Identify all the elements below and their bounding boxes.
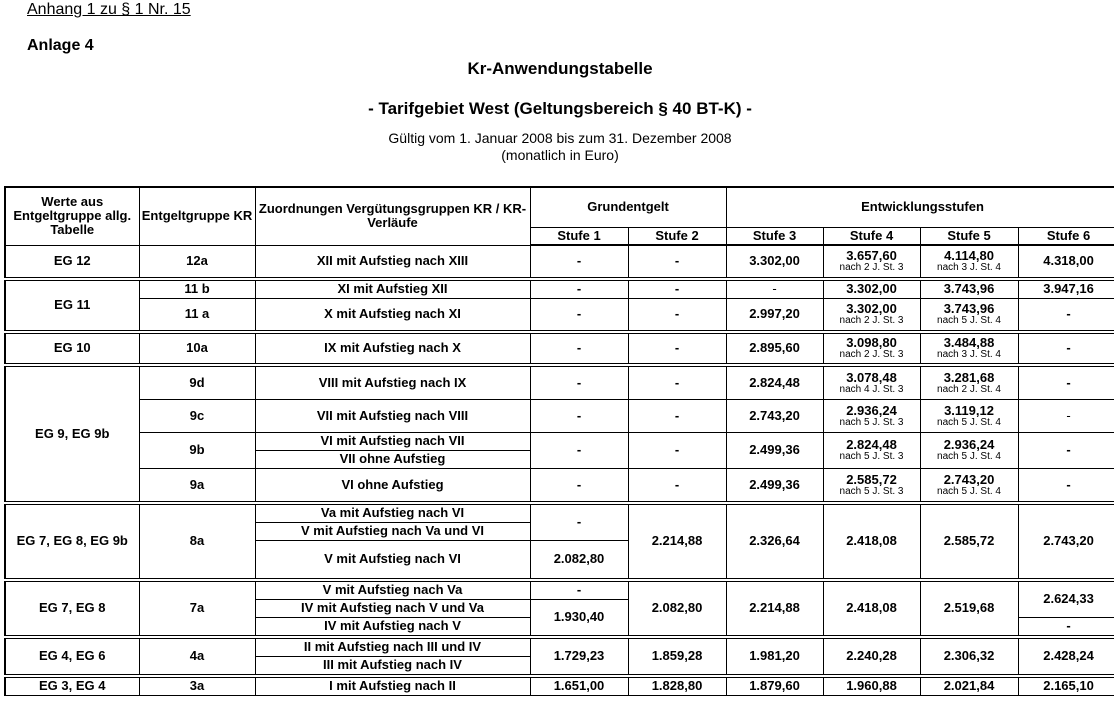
cell-stufe-6: 2.743,20 <box>1018 504 1114 578</box>
table-row <box>5 399 1114 432</box>
cell-stufe-3: 3.302,00 <box>726 245 823 277</box>
cell-stufe-1: - <box>530 245 628 277</box>
cell-kr: 11 a <box>139 298 255 330</box>
step-note: nach 2 J. St. 4 <box>937 383 1001 395</box>
page-title: Kr-Anwendungstabelle <box>467 59 653 78</box>
cell-stufe-5 <box>920 298 1018 330</box>
cell-stufe-3: - <box>726 280 823 298</box>
cell-zuordnung: I mit Aufstieg nach II <box>255 677 530 695</box>
cell-stufe-4: 3.302,00 <box>823 280 920 298</box>
cell-stufe-4 <box>823 468 920 501</box>
table-row <box>5 677 1114 695</box>
cell-stufe-4: 1.960,88 <box>823 677 920 695</box>
cell-stufe-6: - <box>1018 366 1114 399</box>
cell-stufe-4 <box>823 399 920 432</box>
step-note: nach 5 J. St. 4 <box>937 416 1001 428</box>
cell-zuordnung: V mit Aufstieg nach VI <box>255 540 530 578</box>
cell-stufe-3: 2.499,36 <box>726 468 823 501</box>
cell-stufe-1: - <box>530 399 628 432</box>
cell-zuordnung: VIII mit Aufstieg nach IX <box>255 366 530 399</box>
cell-stufe-6: 2.165,10 <box>1018 677 1114 695</box>
step-note: nach 5 J. St. 3 <box>839 485 904 497</box>
value: 2.936,24 <box>846 402 897 418</box>
cell-kr: 8a <box>139 504 255 578</box>
value: 3.281,68 <box>943 369 995 385</box>
table-row <box>5 504 1114 522</box>
cell-kr: 12a <box>139 245 255 277</box>
step-note: nach 2 J. St. 3 <box>839 349 904 360</box>
cell-stufe-4: 2.240,28 <box>823 638 920 674</box>
value: 3.484,88 <box>943 335 995 350</box>
cell-kr: 10a <box>139 333 255 363</box>
cell-stufe-4 <box>823 245 920 277</box>
value: 4.114,80 <box>944 248 994 264</box>
table-row <box>5 432 1114 450</box>
cell-stufe-6: - <box>1018 432 1114 468</box>
table-row <box>5 280 1114 298</box>
cell-stufe-2: 2.082,80 <box>628 581 726 635</box>
cell-stufe-1: - <box>530 298 628 330</box>
cell-zuordnung: IX mit Aufstieg nach X <box>255 333 530 363</box>
cell-werte: EG 7, EG 8, EG 9b <box>5 504 139 578</box>
table-row <box>5 581 1114 599</box>
cell-kr: 4a <box>139 638 255 674</box>
cell-stufe-1: - <box>530 504 628 540</box>
cell-stufe-5 <box>920 468 1018 501</box>
cell-stufe-1: - <box>530 366 628 399</box>
cell-kr: 3a <box>139 677 255 695</box>
value: 3.098,80 <box>846 335 897 350</box>
cell-stufe-3: 2.997,20 <box>726 298 823 330</box>
value: 2.585,72 <box>846 471 897 487</box>
cell-stufe-2: 2.214,88 <box>628 504 726 578</box>
cell-zuordnung: X mit Aufstieg nach XI <box>255 298 530 330</box>
cell-stufe-4 <box>823 333 920 363</box>
table-row <box>5 468 1114 501</box>
cell-kr: 9c <box>139 399 255 432</box>
cell-stufe-5 <box>920 366 1018 399</box>
cell-stufe-3: 2.743,20 <box>726 399 823 432</box>
cell-stufe-1: 1.651,00 <box>530 677 628 695</box>
cell-kr: 11 b <box>139 280 255 298</box>
step-note: nach 5 J. St. 4 <box>937 451 1001 462</box>
cell-stufe-5: 2.021,84 <box>920 677 1018 695</box>
cell-stufe-1: 1.930,40 <box>530 599 628 635</box>
cell-kr: 9a <box>139 468 255 501</box>
cell-zuordnung: VII mit Aufstieg nach VIII <box>255 399 530 432</box>
salary-table <box>4 186 1114 696</box>
step-note: nach 5 J. St. 4 <box>937 315 1001 326</box>
cell-stufe-6: - <box>1018 399 1114 432</box>
cell-zuordnung: VII ohne Aufstieg <box>255 450 530 468</box>
cell-stufe-3: 1.981,20 <box>726 638 823 674</box>
document-header <box>0 0 1114 186</box>
table-row <box>5 366 1114 399</box>
cell-stufe-1: - <box>530 581 628 599</box>
cell-werte: EG 10 <box>5 333 139 363</box>
cell-werte: EG 9, EG 9b <box>5 366 139 501</box>
table-row <box>5 333 1114 363</box>
cell-stufe-3: 2.326,64 <box>726 504 823 578</box>
cell-stufe-3: 2.895,60 <box>726 333 823 363</box>
cell-zuordnung: XI mit Aufstieg XII <box>255 280 530 298</box>
cell-stufe-5: 2.585,72 <box>920 504 1018 578</box>
cell-werte: EG 4, EG 6 <box>5 638 139 674</box>
annex-reference: Anhang 1 zu § 1 Nr. 15 <box>27 1 191 18</box>
value: 2.936,24 <box>943 437 995 452</box>
cell-zuordnung: VI mit Aufstieg nach VII <box>255 432 530 450</box>
cell-stufe-6: 2.624,33 <box>1018 581 1114 617</box>
cell-werte: EG 12 <box>5 245 139 277</box>
cell-werte: EG 7, EG 8 <box>5 581 139 635</box>
cell-zuordnung: V mit Aufstieg nach Va und VI <box>255 522 530 540</box>
header-stufe-4: Stufe 4 <box>823 227 920 245</box>
validity-text: Gültig vom 1. Januar 2008 bis zum 31. Dezember 2008 <box>388 130 732 146</box>
cell-zuordnung: II mit Aufstieg nach III und IV <box>255 638 530 656</box>
header-stufe-5: Stufe 5 <box>920 227 1018 245</box>
value: 3.743,96 <box>943 301 995 316</box>
cell-zuordnung: IV mit Aufstieg nach V und Va <box>255 599 530 617</box>
cell-werte: EG 11 <box>5 280 139 330</box>
cell-stufe-5 <box>920 432 1018 468</box>
anlage-label: Anlage 4 <box>27 37 94 54</box>
step-note: nach 5 J. St. 3 <box>839 451 904 462</box>
value: 3.302,00 <box>846 301 897 316</box>
step-note: nach 5 J. St. 3 <box>839 416 904 428</box>
cell-stufe-4: 2.418,08 <box>823 504 920 578</box>
header-stufe-3: Stufe 3 <box>726 227 823 245</box>
cell-stufe-2: - <box>628 298 726 330</box>
step-note: nach 2 J. St. 3 <box>839 262 904 274</box>
cell-stufe-1: - <box>530 468 628 501</box>
cell-werte: EG 3, EG 4 <box>5 677 139 695</box>
cell-stufe-4 <box>823 432 920 468</box>
cell-stufe-6: 4.318,00 <box>1018 245 1114 277</box>
value: 2.824,48 <box>846 437 897 452</box>
cell-kr: 9d <box>139 366 255 399</box>
cell-stufe-3: 2.499,36 <box>726 432 823 468</box>
cell-stufe-5 <box>920 333 1018 363</box>
cell-stufe-5: 3.743,96 <box>920 280 1018 298</box>
cell-stufe-1: - <box>530 280 628 298</box>
cell-stufe-6: - <box>1018 617 1114 635</box>
cell-stufe-2: - <box>628 245 726 277</box>
step-note: nach 5 J. St. 4 <box>937 485 1001 497</box>
cell-stufe-6: - <box>1018 333 1114 363</box>
cell-stufe-5 <box>920 399 1018 432</box>
step-note: nach 4 J. St. 3 <box>839 383 904 395</box>
cell-zuordnung: III mit Aufstieg nach IV <box>255 656 530 674</box>
cell-kr: 9b <box>139 432 255 468</box>
header-stufe-1: Stufe 1 <box>530 227 628 245</box>
cell-stufe-1: 2.082,80 <box>530 540 628 578</box>
cell-stufe-5: 2.306,32 <box>920 638 1018 674</box>
header-grundentgelt: Grundentgelt <box>530 187 726 227</box>
step-note: nach 3 J. St. 4 <box>937 349 1001 360</box>
cell-stufe-2: - <box>628 399 726 432</box>
cell-stufe-3: 1.879,60 <box>726 677 823 695</box>
cell-stufe-6: - <box>1018 468 1114 501</box>
cell-stufe-1: - <box>530 333 628 363</box>
table-row <box>5 638 1114 656</box>
cell-stufe-2: - <box>628 366 726 399</box>
cell-stufe-6: 2.428,24 <box>1018 638 1114 674</box>
value: 3.119,12 <box>944 402 994 418</box>
header-zuordnungen: Zuordnungen Vergütungsgruppen KR / KR-Verläufe <box>255 187 530 245</box>
page-subtitle: - Tarifgebiet West (Geltungsbereich § 40 BT-K) - <box>368 99 752 118</box>
header-entgeltgruppe: Entgeltgruppe KR <box>139 187 255 245</box>
cell-stufe-5 <box>920 245 1018 277</box>
cell-stufe-2: - <box>628 432 726 468</box>
header-werte: Werte aus Entgeltgruppe allg. Tabelle <box>5 187 139 245</box>
table-row <box>5 245 1114 277</box>
header-stufe-2: Stufe 2 <box>628 227 726 245</box>
value: 3.657,60 <box>846 248 897 264</box>
cell-zuordnung: IV mit Aufstieg nach V <box>255 617 530 635</box>
step-note: nach 3 J. St. 4 <box>937 262 1001 274</box>
cell-stufe-2: - <box>628 280 726 298</box>
cell-stufe-3: 2.214,88 <box>726 581 823 635</box>
cell-stufe-2: 1.828,80 <box>628 677 726 695</box>
header-entwicklungsstufen: Entwicklungsstufen <box>726 187 1114 227</box>
cell-stufe-4 <box>823 366 920 399</box>
cell-stufe-2: - <box>628 468 726 501</box>
cell-stufe-6: - <box>1018 298 1114 330</box>
cell-stufe-5: 2.519,68 <box>920 581 1018 635</box>
step-note: nach 2 J. St. 3 <box>839 315 904 326</box>
cell-zuordnung: VI ohne Aufstieg <box>255 468 530 501</box>
value: 2.743,20 <box>943 471 995 487</box>
cell-zuordnung: XII mit Aufstieg nach XIII <box>255 245 530 277</box>
cell-stufe-2: - <box>628 333 726 363</box>
header-stufe-6: Stufe 6 <box>1018 227 1114 245</box>
cell-stufe-4: 2.418,08 <box>823 581 920 635</box>
value: 3.078,48 <box>846 369 897 385</box>
table-row <box>5 298 1114 330</box>
cell-stufe-3: 2.824,48 <box>726 366 823 399</box>
cell-stufe-4 <box>823 298 920 330</box>
cell-stufe-1: 1.729,23 <box>530 638 628 674</box>
cell-stufe-6: 3.947,16 <box>1018 280 1114 298</box>
cell-stufe-2: 1.859,28 <box>628 638 726 674</box>
cell-kr: 7a <box>139 581 255 635</box>
cell-stufe-1: - <box>530 432 628 468</box>
unit-text: (monatlich in Euro) <box>501 147 619 163</box>
cell-zuordnung: Va mit Aufstieg nach VI <box>255 504 530 522</box>
cell-zuordnung: V mit Aufstieg nach Va <box>255 581 530 599</box>
